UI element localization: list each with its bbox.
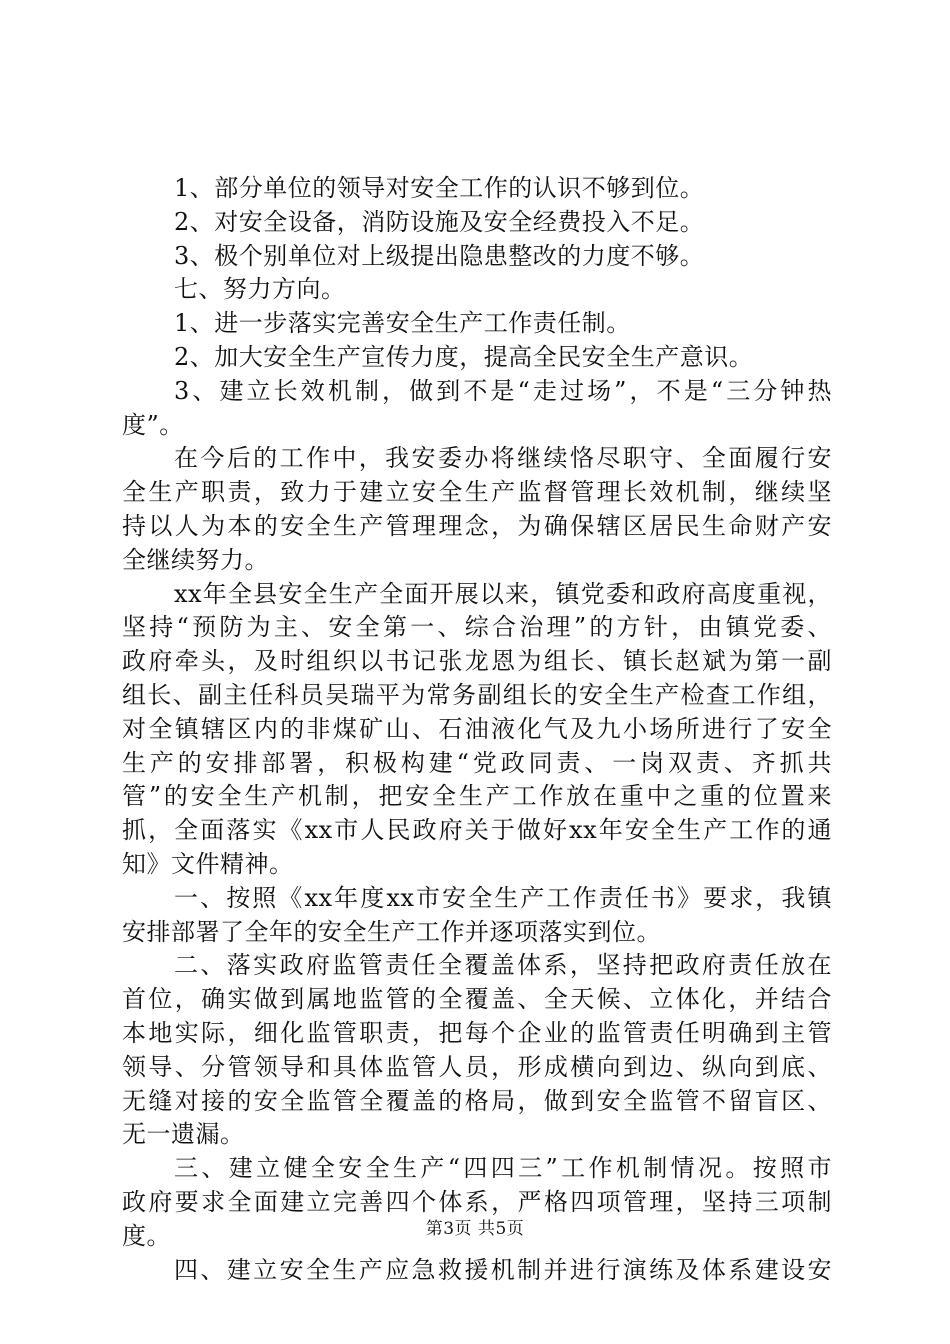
text-line: 知》文件精神。 — [122, 849, 294, 878]
text-line: 3、建立长效机制，做到不是“走过场”，不是“三分钟热 — [174, 376, 832, 405]
text-line: 度”。 — [122, 410, 184, 439]
text-line: 安排部署了全年的安全生产工作并逐项落实到位。 — [122, 917, 661, 946]
text-line: 全生产职责，致力于建立安全生产监督管理长效机制，继续坚 — [122, 478, 832, 507]
text-line: 一、按照《xx年度xx市安全生产工作责任书》要求，我镇 — [174, 883, 832, 912]
text-line: xx年全县安全生产全面开展以来，镇党委和政府高度重视， — [174, 579, 832, 608]
text-line: 3、极个别单位对上级提出隐患整改的力度不够。 — [174, 241, 705, 270]
text-line: 2、对安全设备，消防设施及安全经费投入不足。 — [174, 207, 705, 236]
text-line: 全继续努力。 — [122, 545, 269, 574]
text-line: 领导、分管领导和具体监管人员，形成横向到边、纵向到底、 — [122, 1052, 832, 1081]
text-line: 无缝对接的安全监管全覆盖的格局，做到安全监管不留盲区、 — [122, 1086, 832, 1115]
text-line: 政府牵头，及时组织以书记张龙恩为组长、镇长赵斌为第一副 — [122, 647, 832, 676]
text-line: 无一遗漏。 — [122, 1120, 245, 1149]
text-line: 1、进一步落实完善安全生产工作责任制。 — [174, 309, 631, 338]
text-line: 持以人为本的安全生产管理理念，为确保辖区居民生命财产安 — [122, 511, 832, 540]
text-line: 对全镇辖区内的非煤矿山、石油液化气及九小场所进行了安全 — [122, 714, 832, 743]
page-footer: 第3页 共5页 — [425, 1219, 525, 1239]
text-line: 管”的安全生产机制，把安全生产工作放在重中之重的位置来 — [122, 782, 832, 811]
text-line: 2、加大安全生产宣传力度，提高全民安全生产意识。 — [174, 342, 754, 371]
text-line: 组长、副主任科员吴瑞平为常务副组长的安全生产检查工作组， — [122, 680, 832, 709]
text-line: 生产的安排部署，积极构建“党政同责、一岗双责、齐抓共 — [122, 748, 832, 777]
document-body — [122, 172, 832, 1287]
text-line: 本地实际，细化监管职责，把每个企业的监管责任明确到主管 — [122, 1018, 832, 1047]
text-line: 政府要求全面建立完善四个体系，严格四项管理，坚持三项制 — [122, 1187, 832, 1216]
text-line: 二、落实政府监管责任全覆盖体系，坚持把政府责任放在 — [174, 951, 832, 980]
text-line: 坚持“预防为主、安全第一、综合治理”的方针，由镇党委、 — [122, 613, 832, 642]
text-line: 抓，全面落实《xx市人民政府关于做好xx年安全生产工作的通 — [122, 816, 832, 845]
text-line: 1、部分单位的领导对安全工作的认识不够到位。 — [174, 174, 705, 202]
text-line: 七、努力方向。 — [174, 275, 346, 304]
text-line: 度。 — [122, 1221, 171, 1250]
text-line: 在今后的工作中，我安委办将继续恪尽职守、全面履行安 — [174, 444, 832, 473]
text-line: 首位，确实做到属地监管的全覆盖、全天候、立体化，并结合 — [122, 985, 832, 1014]
text-line: 四、建立安全生产应急救援机制并进行演练及体系建设安 — [174, 1255, 832, 1284]
text-line: 三、建立健全安全生产“四四三”工作机制情况。按照市 — [174, 1154, 832, 1183]
